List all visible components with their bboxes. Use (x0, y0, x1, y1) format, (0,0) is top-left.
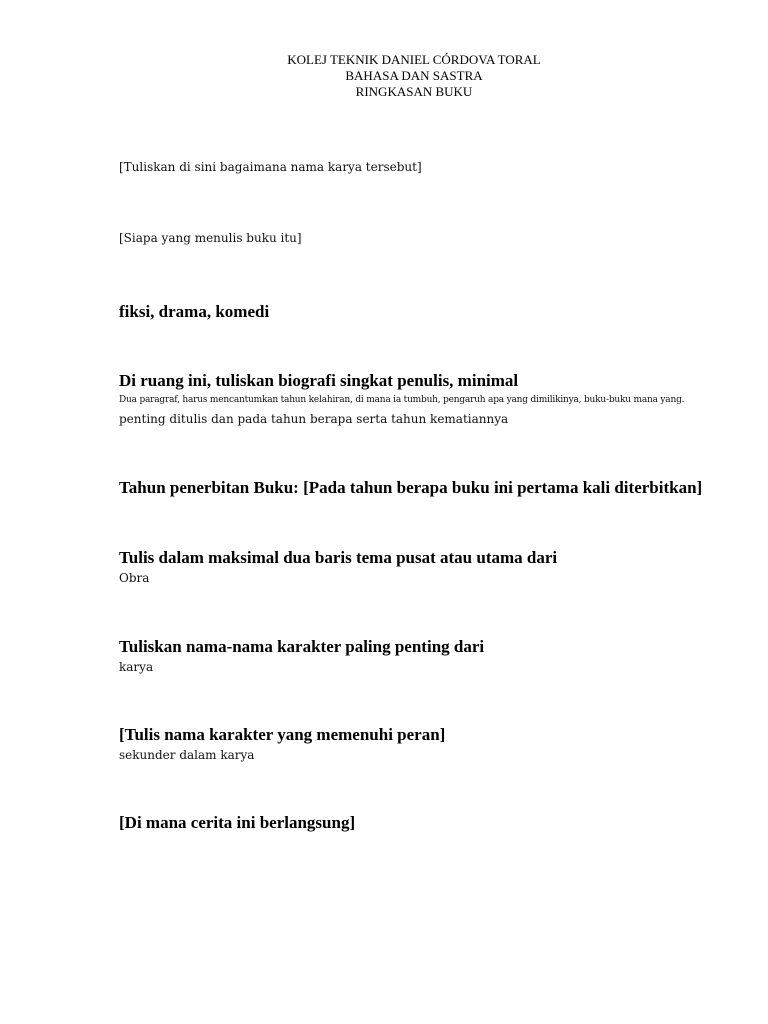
author-bio-heading: Di ruang ini, tuliskan biografi singkat penulis, minimal (119, 371, 519, 390)
book-title-placeholder: [Tuliskan di sini bagaimana nama karya tersebut] (119, 160, 422, 174)
author-bio-line-3: penting ditulis dan pada tahun berapa serta tahun kematiannya (119, 412, 509, 426)
subject-name: BAHASA DAN SASTRA (345, 68, 483, 83)
genre-text: fiksi, drama, komedi (119, 302, 270, 321)
theme-heading: Tulis dalam maksimal dua baris tema pusat atau utama dari (119, 548, 558, 567)
main-characters-heading: Tuliskan nama-nama karakter paling penting dari (119, 637, 485, 656)
document-title: RINGKASAN BUKU (355, 84, 473, 99)
author-placeholder: [Siapa yang menulis buku itu] (119, 231, 302, 245)
secondary-characters-heading: [Tulis nama karakter yang memenuhi peran] (119, 725, 446, 744)
setting-placeholder: [Di mana cerita ini berlangsung] (119, 813, 356, 832)
main-characters-line-2: karya (119, 660, 154, 674)
publication-year-text: Tahun penerbitan Buku: [Pada tahun berapa buku ini pertama kali diterbitkan] (119, 478, 703, 497)
theme-line-2: Obra (119, 571, 150, 585)
secondary-characters-line-2: sekunder dalam karya (119, 748, 255, 762)
school-name: KOLEJ TEKNIK DANIEL CÓRDOVA TORAL (287, 52, 541, 67)
author-bio-line-2: Dua paragraf, harus mencantumkan tahun kelahiran, di mana ia tumbuh, pengaruh apa yang dimilikinya, buku-buku mana yang. (119, 395, 685, 405)
